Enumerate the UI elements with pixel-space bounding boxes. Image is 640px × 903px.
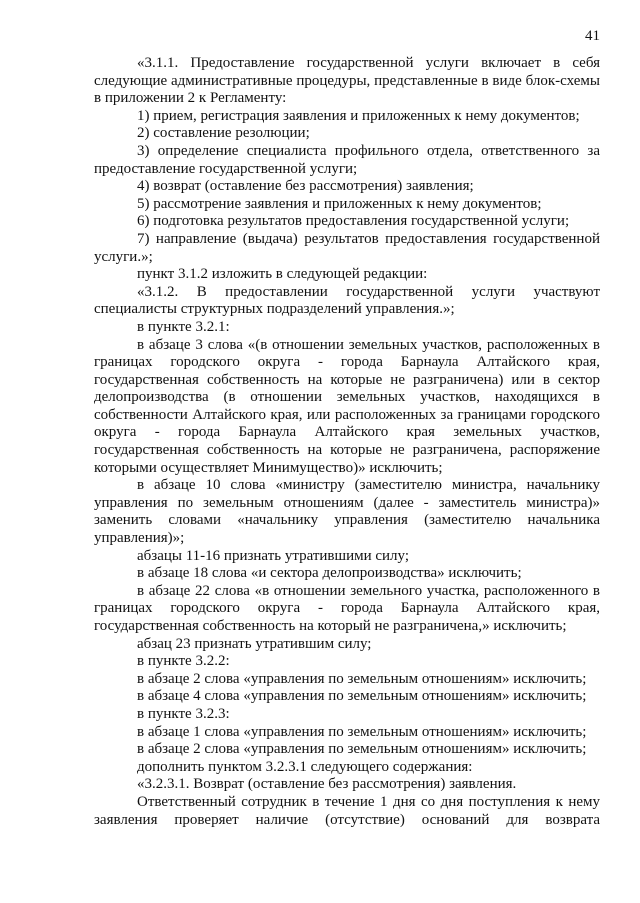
list-item-6: 6) подготовка результатов предоставления государственной услуги;	[137, 213, 570, 230]
list-item-3: 3) определение специалиста профильного отдела, ответственного за предоставление государственной услуги;	[94, 142, 600, 177]
paragraph-add-3-2-3-1: дополнить пунктом 3.2.3.1 следующего содержания:	[137, 758, 473, 775]
paragraph-3-2-2-abzac-4: в абзаце 4 слова «управления по земельным отношениям» исключить;	[137, 688, 587, 705]
list-item-7: 7) направление (выдача) результатов предоставления государственной услуги.»;	[94, 230, 600, 265]
paragraph-abzac-18: в абзаце 18 слова «и сектора делопроизводства» исключить;	[137, 565, 522, 582]
paragraph-3-1-2: «3.1.2. В предоставлении государственной услуги участвуют специалисты структурных подразделений управления.»;	[94, 283, 600, 318]
paragraph-in-3-2-1: в пункте 3.2.1:	[137, 318, 230, 335]
paragraph-3-2-2-abzac-2: в абзаце 2 слова «управления по земельным отношениям» исключить;	[137, 670, 587, 687]
list-item-4: 4) возврат (оставление без рассмотрения) заявления;	[137, 178, 474, 195]
paragraph-3-2-3-abzac-1: в абзаце 1 слова «управления по земельным отношениям» исключить;	[137, 723, 587, 740]
paragraph-abzacy-11-16: абзацы 11-16 признать утратившими силу;	[137, 547, 409, 564]
paragraph-3-1-1: «3.1.1. Предоставление государственной услуги включает в себя следующие административные процедуры, представленные в виде блок-схемы в приложении 2 к Регламенту:	[94, 55, 600, 107]
paragraph-abzac-3: в абзаце 3 слова «(в отношении земельных участков, расположенных в границах городского округа - города Барнаула Алтайского края, государственная собственность на которые не разграничена) или в сектор делопроизводства (в отношении земельных участков, находящихся в собственности Алтайского края, или расположенных за границами городского округа - города Барнаула Алтайского края земельных участков, государственная собственность на которые не разграничена, распоряжение которыми осуществляет Минимущество)» исключить;	[94, 336, 600, 476]
page-number: 41	[585, 28, 600, 44]
list-item-1: 1) прием, регистрация заявления и приложенных к нему документов;	[137, 107, 580, 124]
paragraph-3-2-3-1-text: Ответственный сотрудник в течение 1 дня со дня поступления к нему заявления проверяет наличие (отсутствие) оснований для возврата	[94, 793, 600, 828]
paragraph-3-2-3-abzac-2: в абзаце 2 слова «управления по земельным отношениям» исключить;	[137, 741, 587, 758]
paragraph-in-3-2-2: в пункте 3.2.2:	[137, 653, 230, 670]
paragraph-3-2-3-1-title: «3.2.3.1. Возврат (оставление без рассмотрения) заявления.	[137, 776, 517, 793]
paragraph-in-3-2-3: в пункте 3.2.3:	[137, 705, 230, 722]
document-body	[94, 55, 600, 829]
paragraph-abzac-22: в абзаце 22 слова «в отношении земельного участка, расположенного в границах городского округа - города Барнаула Алтайского края, государственная собственность на который не разграничена,» исключить;	[94, 582, 600, 634]
list-item-5: 5) рассмотрение заявления и приложенных к нему документов;	[137, 195, 542, 212]
paragraph-abzac-10: в абзаце 10 слова «министру (заместителю министра, начальнику управления по земельным отношениям (далее - заместитель министра)» заменить словами «начальнику управления (заместителю начальника управления)»;	[94, 477, 600, 547]
list-item-2: 2) составление резолюции;	[137, 125, 310, 142]
paragraph-amend-3-1-2: пункт 3.1.2 изложить в следующей редакции:	[137, 266, 428, 283]
paragraph-abzac-23: абзац 23 признать утратившим силу;	[137, 635, 372, 652]
